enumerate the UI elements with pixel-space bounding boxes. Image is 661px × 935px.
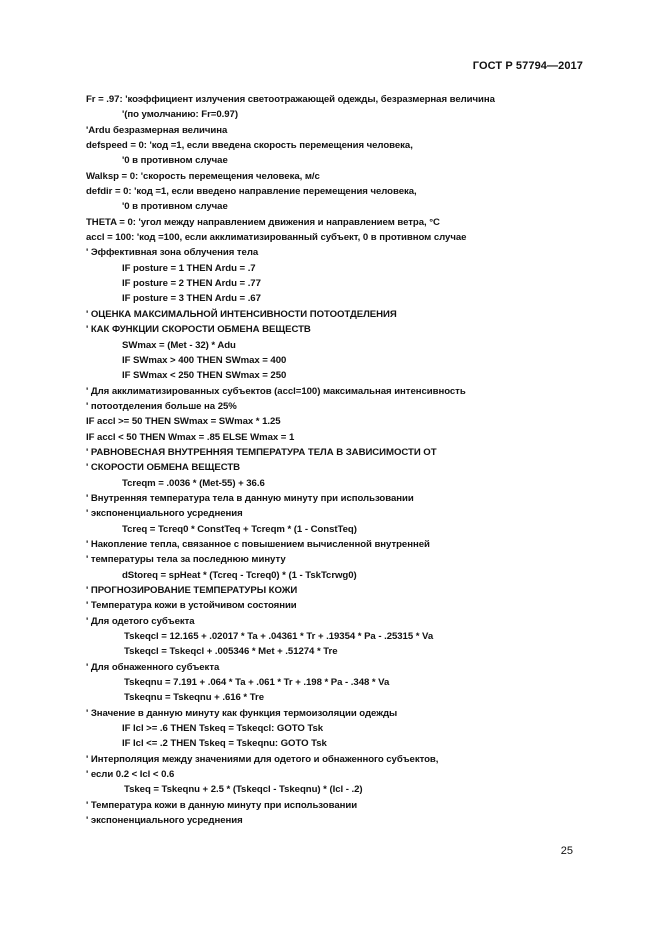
code-line: ' Температура кожи в данную минуту при использовании bbox=[86, 799, 358, 811]
code-line: Tskeq = Tskeqnu + 2.5 * (Tskeqcl - Tskeqnu) * (Icl - .2) bbox=[124, 784, 363, 796]
code-line: THETA = 0: 'угол между направлением движения и направлением ветра, °С bbox=[86, 216, 440, 228]
code-line: '0 в противном случае bbox=[122, 155, 228, 167]
code-line: IF SWmax > 400 THEN SWmax = 400 bbox=[122, 354, 287, 366]
code-line: defdir = 0: 'код =1, если введено направление перемещения человека, bbox=[86, 186, 417, 198]
code-line: ' СКОРОСТИ ОБМЕНА ВЕЩЕСТВ bbox=[86, 462, 241, 474]
code-line: ' Для акклиматизированных субъектов (accl=100) максимальная интенсивность bbox=[86, 385, 466, 397]
code-line: ' Для одетого субъекта bbox=[86, 615, 195, 627]
code-line: Walksp = 0: 'скорость перемещения человека, м/с bbox=[86, 170, 320, 182]
code-line: IF Icl <= .2 THEN Tskeq = Tskeqnu: GOTO Tsk bbox=[122, 738, 327, 750]
code-line: IF accl < 50 THEN Wmax = .85 ELSE Wmax = 1 bbox=[86, 431, 295, 443]
code-line: SWmax = (Met - 32) * Adu bbox=[122, 339, 236, 351]
code-line: Tskeqnu = 7.191 + .064 * Ta + .061 * Tr + .198 * Pa - .348 * Va bbox=[124, 677, 390, 689]
code-line: ' Эффективная зона облучения тела bbox=[86, 247, 259, 259]
code-line: Tskeqnu = Tskeqnu + .616 * Tre bbox=[124, 692, 264, 704]
code-line: '(по умолчанию: Fr=0.97) bbox=[122, 109, 238, 121]
code-line: IF accl >= 50 THEN SWmax = SWmax * 1.25 bbox=[86, 416, 281, 428]
code-line: ' Для обнаженного субъекта bbox=[86, 661, 220, 673]
code-line: defspeed = 0: 'код =1, если введена скорость перемещения человека, bbox=[86, 140, 413, 152]
code-line: ' Накопление тепла, связанное с повышением вычисленной внутренней bbox=[86, 538, 430, 550]
code-line: IF SWmax < 250 THEN SWmax = 250 bbox=[122, 370, 287, 382]
code-line: ' РАВНОВЕСНАЯ ВНУТРЕННЯЯ ТЕМПЕРАТУРА ТЕЛА В ЗАВИСИМОСТИ ОТ bbox=[86, 446, 437, 458]
code-line: '0 в противном случае bbox=[122, 201, 228, 213]
code-line: ' если 0.2 < Icl < 0.6 bbox=[86, 769, 175, 781]
document-body bbox=[86, 92, 586, 829]
code-line: Tcreqm = .0036 * (Met-55) + 36.6 bbox=[122, 477, 265, 489]
code-line: ' ПРОГНОЗИРОВАНИЕ ТЕМПЕРАТУРЫ КОЖИ bbox=[86, 585, 298, 596]
code-line: ' потоотделения больше на 25% bbox=[86, 400, 237, 412]
code-line: ' экспоненциального усреднения bbox=[86, 815, 243, 827]
code-line: Tcreq = Tcreq0 * ConstTeq + Tcreqm * (1 - ConstTeq) bbox=[122, 523, 357, 535]
document-header: ГОСТ Р 57794—2017 bbox=[472, 60, 583, 72]
code-line: IF posture = 1 THEN Ardu = .7 bbox=[122, 262, 256, 274]
code-line: ' Температура кожи в устойчивом состоянии bbox=[86, 600, 297, 612]
page-number: 25 bbox=[560, 845, 573, 857]
code-line: Fr = .97: 'коэффициент излучения светоотражающей одежды, безразмерная величина bbox=[86, 94, 495, 105]
code-line: ' экспоненциального усреднения bbox=[86, 508, 243, 520]
code-line: accl = 100: 'код =100, если акклиматизированный субъект, 0 в противном случае bbox=[86, 232, 467, 244]
code-line: IF Icl >= .6 THEN Tskeq = Tskeqcl: GOTO Tsk bbox=[122, 723, 324, 735]
code-line: Tskeqcl = 12.165 + .02017 * Ta + .04361 * Tr + .19354 * Pa - .25315 * Va bbox=[124, 631, 434, 643]
code-line: 'Ardu безразмерная величина bbox=[86, 124, 228, 136]
code-line: IF posture = 2 THEN Ardu = .77 bbox=[122, 278, 261, 290]
code-line: ' Внутренняя температура тела в данную минуту при использовании bbox=[86, 492, 414, 504]
code-line: ' КАК ФУНКЦИИ СКОРОСТИ ОБМЕНА ВЕЩЕСТВ bbox=[86, 324, 311, 336]
code-line: ' температуры тела за последнюю минуту bbox=[86, 554, 286, 566]
code-line: ' ОЦЕНКА МАКСИМАЛЬНОЙ ИНТЕНСИВНОСТИ ПОТООТДЕЛЕНИЯ bbox=[86, 308, 397, 320]
code-line: Tskeqcl = Tskeqcl + .005346 * Met + .51274 * Tre bbox=[124, 646, 338, 658]
code-line: ' Значение в данную минуту как функция термоизоляции одежды bbox=[86, 707, 398, 719]
code-line: dStoreq = spHeat * (Tcreq - Tcreq0) * (1 - TskTcrwg0) bbox=[122, 569, 357, 581]
code-line: IF posture = 3 THEN Ardu = .67 bbox=[122, 293, 261, 305]
code-line: ' Интерполяция между значениями для одетого и обнаженного субъектов, bbox=[86, 753, 439, 765]
